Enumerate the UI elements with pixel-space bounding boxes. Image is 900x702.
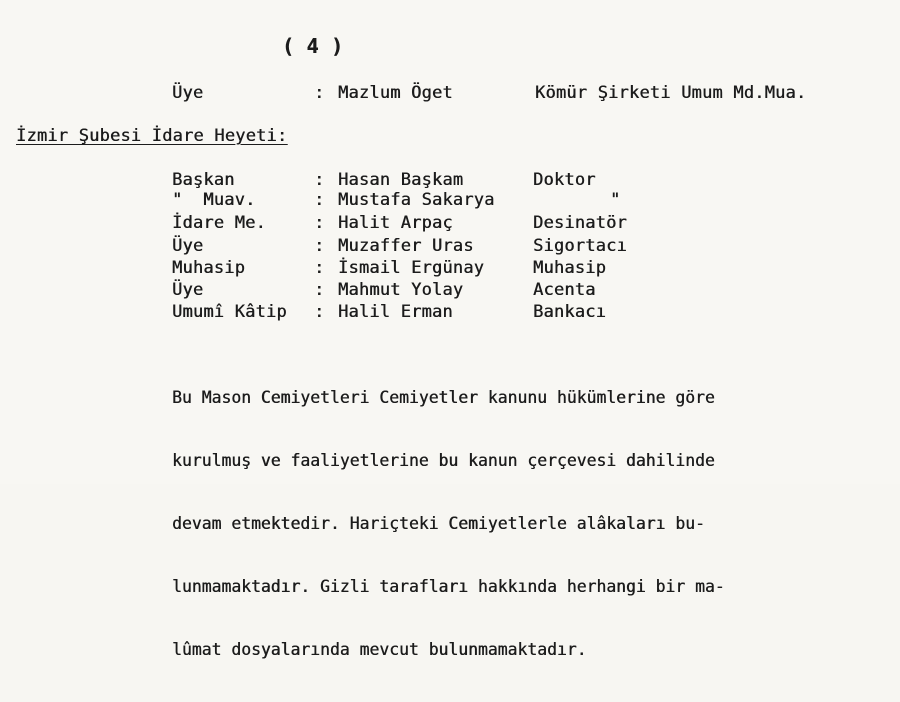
member-name: Halil Erman (338, 302, 453, 322)
member-role: İdare Me. (172, 213, 266, 233)
page-number: ( 4 ) (282, 34, 344, 58)
body-paragraph (172, 345, 892, 702)
member-name: Hasan Başkam (338, 170, 464, 190)
member-occupation: Muhasip (533, 258, 607, 278)
member-role: Üye (172, 236, 204, 256)
member-occupation: Kömür Şirketi Umum Md.Mua. (535, 83, 807, 103)
member-occupation: Sigortacı (533, 236, 627, 256)
member-role: " Muav. (172, 190, 256, 210)
member-role: Umumî Kâtip (172, 302, 287, 322)
member-name: Mustafa Sakarya (338, 190, 495, 210)
member-name: Mahmut Yolay (338, 280, 464, 300)
member-occupation: Doktor (533, 170, 596, 190)
member-occupation: Desinatör (533, 213, 627, 233)
member-occupation: Bankacı (533, 302, 607, 322)
member-colon: : (314, 83, 325, 103)
member-occupation: " (610, 190, 621, 210)
member-role: Üye (172, 280, 204, 300)
member-colon: : (314, 170, 325, 190)
paragraph-line: lûmat dosyalarında mevcut bulunmamaktadır. (172, 640, 587, 659)
member-colon: : (314, 190, 325, 210)
member-name: İsmail Ergünay (338, 258, 485, 278)
member-role: Muhasip (172, 258, 246, 278)
member-name: Muzaffer Uras (338, 236, 474, 256)
member-colon: : (314, 258, 325, 278)
member-colon: : (314, 213, 325, 233)
member-name: Halit Arpaç (338, 213, 453, 233)
member-name: Mazlum Öget (338, 83, 453, 103)
section-heading: İzmir Şubesi İdare Heyeti: (16, 126, 288, 146)
paragraph-line: devam etmektedir. Hariçteki Cemiyetlerle alâkaları bu- (172, 514, 705, 533)
paragraph-line: lunmamaktadır. Gizli tarafları hakkında herhangi bir ma- (172, 577, 725, 596)
member-colon: : (314, 236, 325, 256)
member-colon: : (314, 302, 325, 322)
member-role: Üye (172, 83, 204, 103)
member-occupation: Acenta (533, 280, 596, 300)
paragraph-line: Bu Mason Cemiyetleri Cemiyetler kanunu hükümlerine göre (172, 388, 715, 407)
member-colon: : (314, 280, 325, 300)
paragraph-line: kurulmuş ve faaliyetlerine bu kanun çerçevesi dahilinde (172, 451, 715, 470)
member-role: Başkan (172, 170, 235, 190)
